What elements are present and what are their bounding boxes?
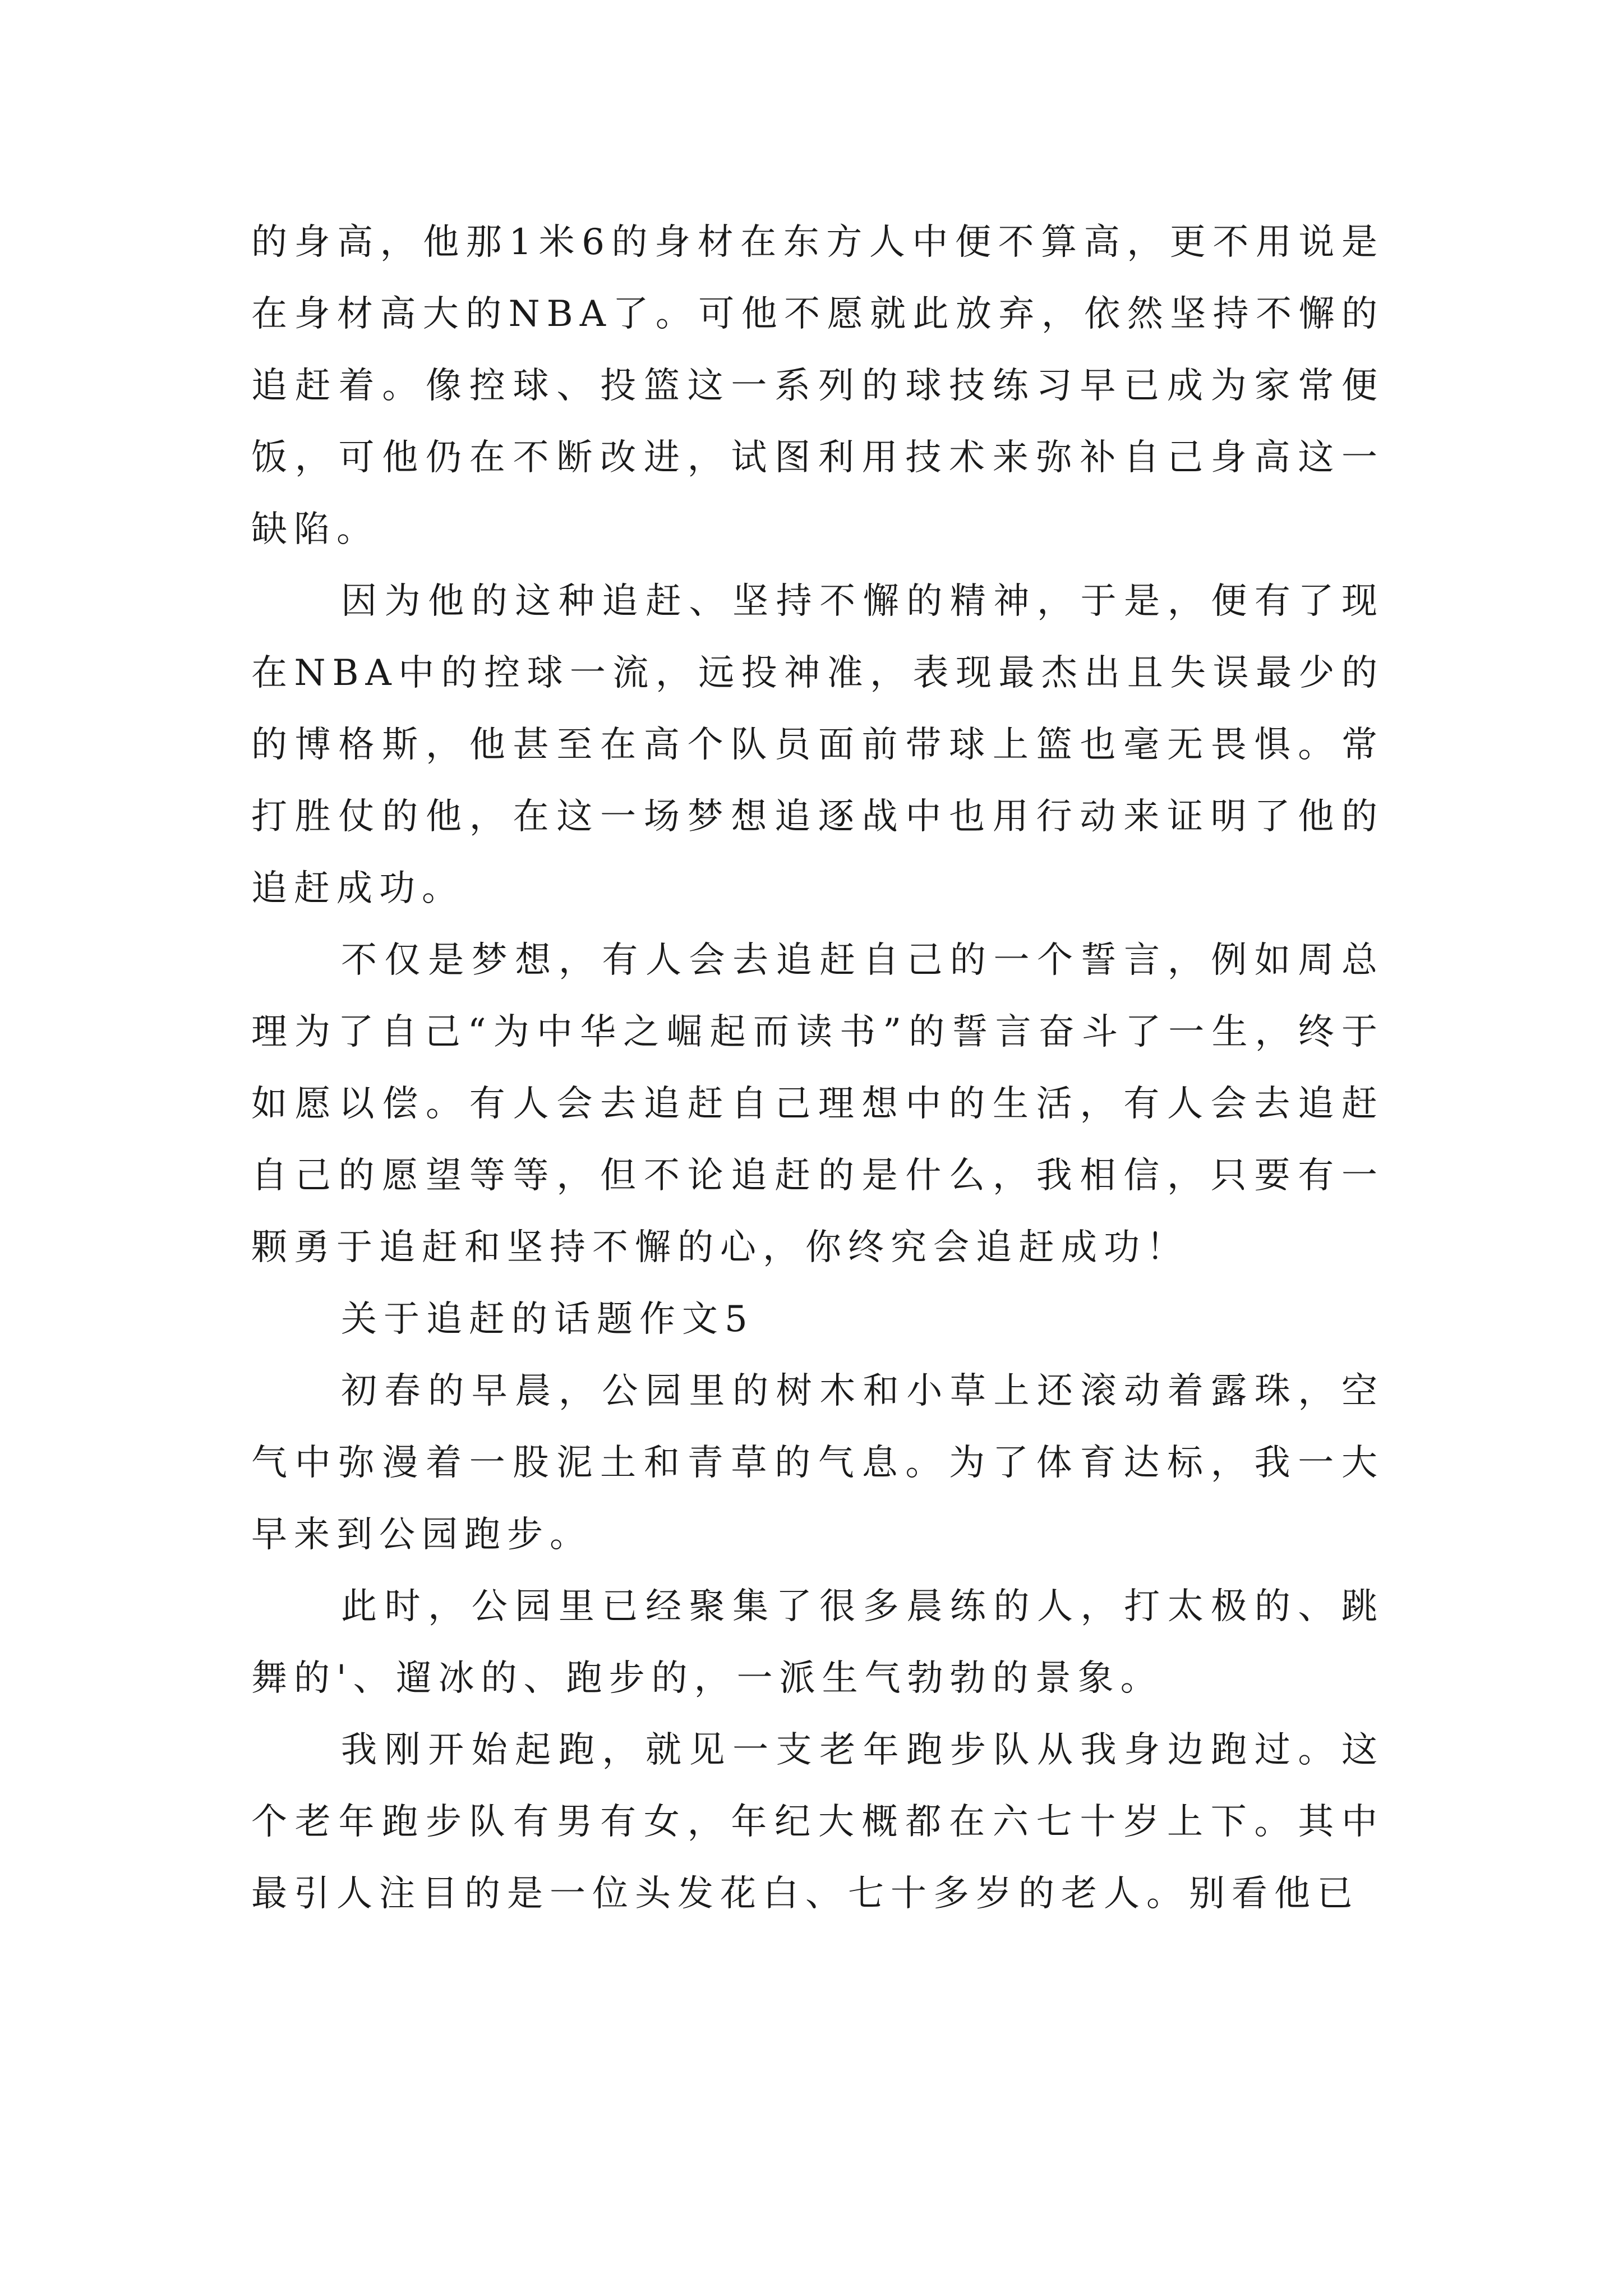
paragraph-1: 的身高，他那1米6的身材在东方人中便不算高，更不用说是在身材高大的NBA了。可他不愿就此放弃，依然坚持不懈的追赶着。像控球、投篮这一系列的球技练习早已成为家常便饭，可他仍在不断改进，试图利用技术来弥补自己身高这一缺陷。 bbox=[251, 222, 1384, 550]
paragraph-3: 不仅是梦想，有人会去追赶自己的一个誓言，例如周总理为了自己“为中华之崛起而读书”的誓言奋斗了一生，终于如愿以偿。有人会去追赶自己理想中的生活，有人会去追赶自己的愿望等等，但不论追赶的是什么，我相信，只要有一颗勇于追赶和坚持不懈的心，你终究会追赶成功！ bbox=[251, 940, 1384, 1268]
section-heading: 关于追赶的话题作文5 bbox=[341, 1299, 754, 1340]
paragraph-2: 因为他的这种追赶、坚持不懈的精神，于是，便有了现在NBA中的控球一流，远投神准，表现最杰出且失误最少的的博格斯，他甚至在高个队员面前带球上篮也毫无畏惧。常打胜仗的他，在这一场梦想追逐战中也用行动来证明了他的追赶成功。 bbox=[251, 581, 1384, 909]
document-body bbox=[251, 206, 1384, 1930]
section-paragraph-1: 初春的早晨，公园里的树木和小草上还滚动着露珠，空气中弥漫着一股泥土和青草的气息。为了体育达标，我一大早来到公园跑步。 bbox=[251, 1370, 1384, 1556]
section-paragraph-2: 此时，公园里已经聚集了很多晨练的人，打太极的、跳舞的'、遛冰的、跑步的，一派生气勃勃的景象。 bbox=[251, 1586, 1384, 1699]
section-paragraph-3: 我刚开始起跑，就见一支老年跑步队从我身边跑过。这个老年跑步队有男有女，年纪大概都在六七十岁上下。其中最引人注目的是一位头发花白、七十多岁的老人。别看他已 bbox=[251, 1729, 1384, 1915]
